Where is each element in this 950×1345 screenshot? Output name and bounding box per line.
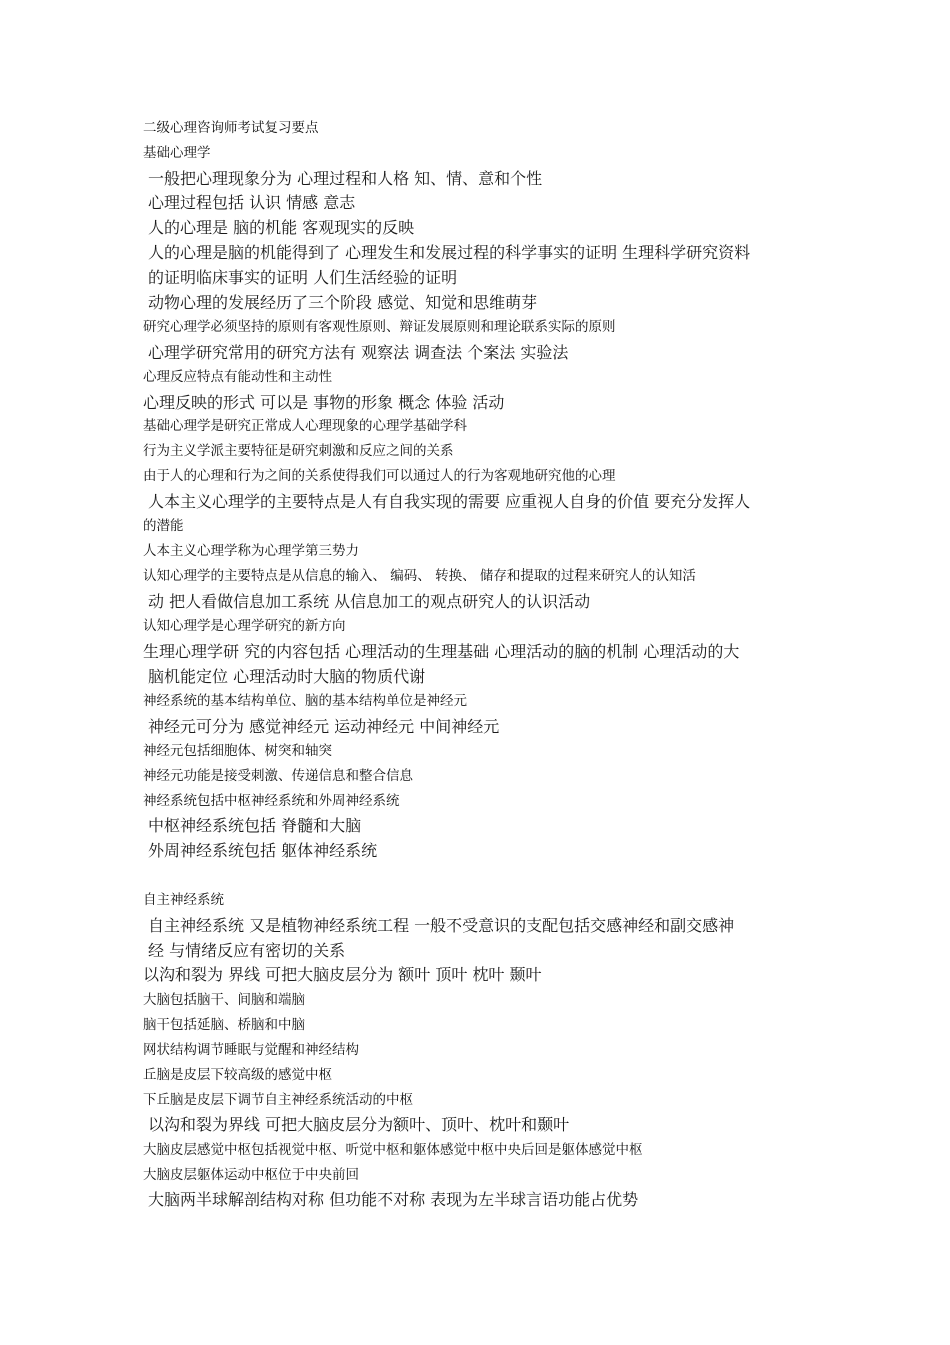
text-line: 动物心理的发展经历了三个阶段 感觉、知觉和思维萌芽 <box>148 293 538 312</box>
text-line: 神经元包括细胞体、树突和轴突 <box>143 743 332 759</box>
text-line: 认知心理学是心理学研究的新方向 <box>143 618 346 634</box>
text-line: 的潜能 <box>143 518 184 534</box>
text-line: 人本主义心理学的主要特点是人有自我实现的需要 应重视人自身的价值 要充分发挥人 <box>148 492 751 511</box>
section-heading: 自主神经系统 <box>143 892 224 908</box>
text-line: 网状结构调节睡眠与觉醒和神经结构 <box>143 1042 359 1058</box>
text-line: 大脑皮层感觉中枢包括视觉中枢、听觉中枢和躯体感觉中枢中央后回是躯体感觉中枢 <box>143 1142 643 1158</box>
text-line: 下丘脑是皮层下调节自主神经系统活动的中枢 <box>143 1092 413 1108</box>
text-line: 生理心理学研 究的内容包括 心理活动的生理基础 心理活动的脑的机制 心理活动的大 <box>143 642 740 661</box>
text-line: 神经元可分为 感觉神经元 运动神经元 中间神经元 <box>148 717 500 736</box>
text-line: 人的心理是 脑的机能 客观现实的反映 <box>148 218 415 237</box>
text-line: 基础心理学是研究正常成人心理现象的心理学基础学科 <box>143 418 467 434</box>
text-line: 认知心理学的主要特点是从信息的输入、 编码、 转换、 储存和提取的过程来研究人的认知活 <box>143 568 696 584</box>
text-line: 动 把人看做信息加工系统 从信息加工的观点研究人的认识活动 <box>148 592 591 611</box>
text-line: 大脑包括脑干、间脑和端脑 <box>143 992 305 1008</box>
text-line: 人的心理是脑的机能得到了 心理发生和发展过程的科学事实的证明 生理科学研究资料 <box>148 243 751 262</box>
text-line: 行为主义学派主要特征是研究刺激和反应之间的关系 <box>143 443 454 459</box>
text-line: 以沟和裂为 界线 可把大脑皮层分为 额叶 顶叶 枕叶 颞叶 <box>143 965 542 984</box>
text-line: 心理反映的形式 可以是 事物的形象 概念 体验 活动 <box>143 393 505 412</box>
text-line: 以沟和裂为界线 可把大脑皮层分为额叶、顶叶、枕叶和颞叶 <box>148 1115 570 1134</box>
text-line: 神经系统的基本结构单位、脑的基本结构单位是神经元 <box>143 693 467 709</box>
text-line: 心理过程包括 认识 情感 意志 <box>148 193 356 212</box>
text-line: 研究心理学必须坚持的原则有客观性原则、辩证发展原则和理论联系实际的原则 <box>143 319 616 335</box>
text-line: 脑机能定位 心理活动时大脑的物质代谢 <box>148 667 426 686</box>
text-line: 脑干包括延脑、桥脑和中脑 <box>143 1017 305 1033</box>
text-line: 大脑皮层躯体运动中枢位于中央前回 <box>143 1167 359 1183</box>
text-line: 心理反应特点有能动性和主动性 <box>143 369 332 385</box>
doc-title: 二级心理咨询师考试复习要点 <box>143 120 319 136</box>
text-line: 经 与情绪反应有密切的关系 <box>148 941 346 960</box>
text-line: 的证明临床事实的证明 人们生活经验的证明 <box>148 268 458 287</box>
text-line: 大脑两半球解剖结构对称 但功能不对称 表现为左半球言语功能占优势 <box>148 1190 639 1209</box>
text-line: 丘脑是皮层下较高级的感觉中枢 <box>143 1067 332 1083</box>
text-line: 一般把心理现象分为 心理过程和人格 知、情、意和个性 <box>148 169 543 188</box>
text-line: 外周神经系统包括 躯体神经系统 <box>148 841 378 860</box>
text-line: 由于人的心理和行为之间的关系使得我们可以通过人的行为客观地研究他的心理 <box>143 468 616 484</box>
text-line: 人本主义心理学称为心理学第三势力 <box>143 543 359 559</box>
text-line: 中枢神经系统包括 脊髓和大脑 <box>148 816 362 835</box>
text-line: 心理学研究常用的研究方法有 观察法 调查法 个案法 实验法 <box>148 343 569 362</box>
section-heading: 基础心理学 <box>143 145 211 161</box>
text-line: 神经系统包括中枢神经系统和外周神经系统 <box>143 793 400 809</box>
text-line: 自主神经系统 又是植物神经系统工程 一般不受意识的支配包括交感神经和副交感神 <box>148 916 735 935</box>
text-line: 神经元功能是接受刺激、传递信息和整合信息 <box>143 768 413 784</box>
